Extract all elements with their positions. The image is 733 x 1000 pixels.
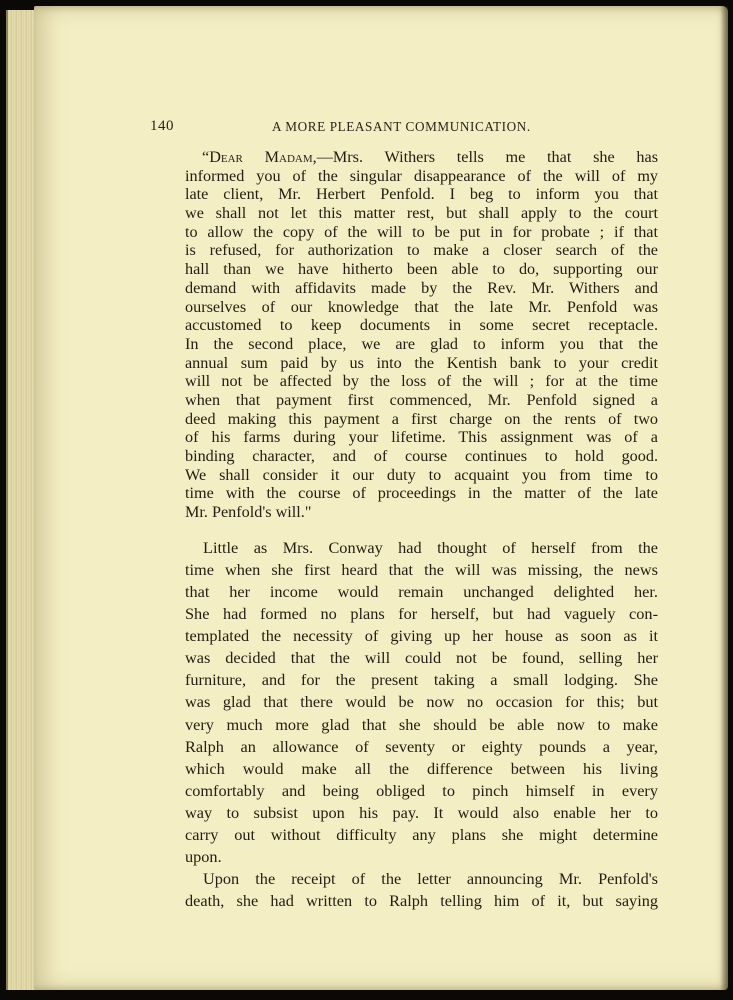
text-line-rest: ,—Mrs. Withers tells me that she has (312, 148, 658, 166)
text-line: demand with affidavits made by the Rev. Mr. Withers and (185, 278, 658, 297)
text-line: very much more glad that she should be able now to make (185, 714, 658, 734)
text-line: we shall not let this matter rest, but shall apply to the court (185, 204, 658, 223)
text-line: We shall consider it our duty to acquaint you from time to (185, 465, 658, 484)
text-line: was decided that the will could not be found, selling her (185, 648, 658, 668)
text-line: late client, Mr. Herbert Penfold. I beg to inform you that (185, 185, 658, 204)
text-line: Little as Mrs. Conway had thought of herself from the (203, 537, 658, 557)
text-line: that her income would remain unchanged delighted her. (185, 581, 658, 601)
text-line: hall than we have hitherto been able to do, supporting our (185, 260, 658, 279)
text-line: “Dear Madam,—Mrs. Withers tells me that she has (202, 148, 658, 166)
text-line: to allow the copy of the will to be put in for probate ; if that (185, 222, 658, 241)
text-line: templated the necessity of giving up her house as soon as it (185, 626, 658, 646)
text-line: In the second place, we are glad to inform you that the (185, 334, 658, 353)
chapter-title: A MORE PLEASANT COMMUNICATION. (272, 119, 531, 134)
text-line: deed making this payment a first charge on the rents of two (185, 409, 658, 428)
text-line: way to subsist upon his pay. It would also enable her to (185, 802, 658, 822)
text-line: is refused, for authorization to make a closer search of the (185, 241, 658, 260)
text-line: Ralph an allowance of seventy or eighty pounds a year, (185, 736, 658, 756)
text-line: time with the course of proceedings in the matter of the late (185, 484, 658, 503)
text-line: She had formed no plans for herself, but had vaguely con- (185, 604, 658, 624)
text-line: informed you of the singular disappearance of the will of my (185, 166, 658, 185)
text-line: carry out without difficulty any plans she might determine (185, 824, 658, 844)
text-line: death, she had written to Ralph telling him of it, but saying (185, 891, 658, 911)
text-line: time when she first heard that the will was missing, the news (185, 559, 658, 579)
text-line: Upon the receipt of the letter announcing Mr. Penfold's (203, 869, 658, 889)
text-line: accustomed to keep documents in some secret receptacle. (185, 316, 658, 335)
text-line: furniture, and for the present taking a small lodging. She (185, 670, 658, 690)
text-line: was glad that there would be now no occasion for this; but (185, 692, 658, 712)
text-line: comfortably and being obliged to pinch himself in every (185, 780, 658, 800)
running-head (150, 118, 562, 138)
text-line: when that payment first commenced, Mr. Penfold signed a (185, 390, 658, 409)
text-line: will not be affected by the loss of the will ; for at the time (185, 372, 658, 391)
narrative-paragraphs (185, 537, 658, 913)
letter-paragraph (185, 148, 658, 522)
text-line: annual sum paid by us into the Kentish bank to your credit (185, 353, 658, 372)
text-line: binding character, and of course continues to hold good. (185, 447, 658, 465)
text-line: upon. (185, 847, 222, 867)
text-line: which would make all the difference between his living (185, 758, 658, 778)
page-number: 140 (150, 118, 174, 134)
salutation: Dear Madam (209, 148, 313, 166)
text-line: of his farms during your lifetime. This assignment was of a (185, 428, 658, 447)
text-line: ourselves of our knowledge that the late Mr. Penfold was (185, 297, 658, 316)
body-text (185, 148, 658, 912)
text-line: Mr. Penfold's will." (185, 503, 312, 522)
